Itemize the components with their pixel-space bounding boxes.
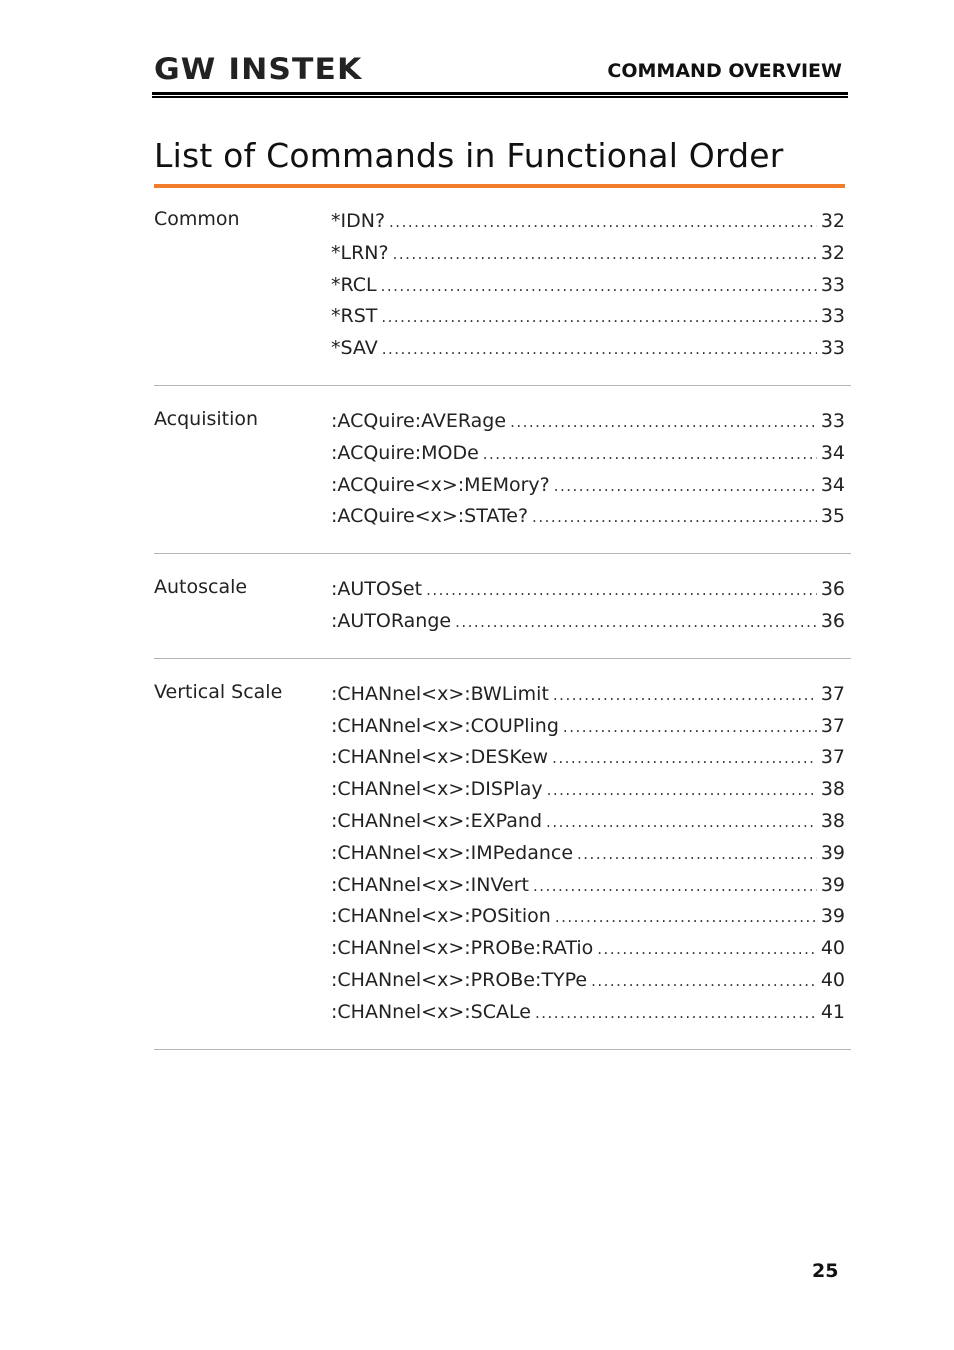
command-page-number: 38 [820, 778, 845, 801]
command-name: :AUTORange [331, 609, 452, 632]
command-page-number: 32 [820, 210, 845, 232]
dot-leader [532, 502, 817, 534]
command-entry[interactable] [331, 206, 845, 238]
section-entries [331, 406, 845, 533]
dot-leader [554, 471, 817, 503]
dot-leader [426, 575, 817, 607]
command-entry[interactable] [331, 870, 845, 902]
dot-leader [553, 680, 817, 712]
command-page-number: 34 [820, 473, 845, 496]
command-page-number: 39 [820, 841, 845, 864]
command-name: :CHANnel<x>:BWLimit [331, 682, 549, 705]
dot-leader [535, 998, 817, 1030]
command-name: :ACQuire:AVERage [331, 409, 507, 432]
command-name: :CHANnel<x>:IMPedance [331, 841, 574, 864]
dot-leader [389, 207, 817, 239]
dot-leader [393, 239, 817, 271]
command-entry[interactable] [331, 679, 845, 711]
command-page-number: 37 [820, 714, 845, 737]
section-label: Acquisition [154, 407, 259, 430]
command-page-number: 36 [820, 609, 845, 632]
command-page-number: 33 [820, 409, 845, 432]
command-page-number: 41 [820, 1000, 845, 1023]
running-header: COMMAND OVERVIEW [607, 60, 842, 82]
command-name: :CHANnel<x>:POSition [331, 905, 551, 928]
command-page-number: 40 [820, 968, 845, 991]
command-entry[interactable] [331, 838, 845, 870]
command-entry[interactable] [331, 574, 845, 606]
dot-leader [546, 807, 817, 839]
command-entry[interactable] [331, 501, 845, 533]
command-page-number: 37 [820, 746, 845, 769]
dot-leader [381, 271, 817, 303]
command-page-number: 33 [820, 273, 845, 296]
page-number: 25 [812, 1260, 839, 1282]
dot-leader [555, 902, 817, 934]
command-name: :CHANnel<x>:PROBe:TYPe [331, 968, 588, 991]
dot-leader [510, 407, 817, 439]
dot-leader [483, 439, 817, 471]
command-name: :CHANnel<x>:COUPling [331, 714, 559, 737]
title-underline [154, 184, 845, 188]
command-page-number: 38 [820, 809, 845, 832]
command-name: :CHANnel<x>:EXPand [331, 809, 543, 832]
page-title: List of Commands in Functional Order [154, 136, 784, 175]
command-entry[interactable] [331, 774, 845, 806]
section-label: Vertical Scale [154, 680, 283, 703]
command-entry[interactable] [331, 470, 845, 502]
section-label: Common [154, 208, 240, 230]
section-label: Autoscale [154, 576, 248, 599]
command-page-number: 39 [820, 905, 845, 928]
command-page-number: 36 [820, 578, 845, 601]
command-entry[interactable] [331, 333, 845, 365]
command-page-number: 35 [820, 505, 845, 528]
command-section [154, 206, 851, 386]
command-name: :CHANnel<x>:DISPlay [331, 778, 543, 801]
command-name: :ACQuire<x>:MEMory? [331, 473, 550, 496]
command-name: *SAV [331, 337, 378, 360]
command-entry[interactable] [331, 238, 845, 270]
section-entries [331, 206, 845, 365]
command-entry[interactable] [331, 997, 845, 1029]
command-page-number: 33 [820, 337, 845, 360]
command-name: :AUTOSet [331, 578, 423, 601]
command-name: :CHANnel<x>:DESKew [331, 746, 549, 769]
command-page-number: 39 [820, 873, 845, 896]
command-name: *RST [331, 305, 378, 328]
command-page-number: 40 [820, 937, 845, 960]
command-entry[interactable] [331, 901, 845, 933]
dot-leader [547, 775, 817, 807]
command-entry[interactable] [331, 270, 845, 302]
command-name: *LRN? [331, 241, 389, 264]
command-entry[interactable] [331, 438, 845, 470]
command-page-number: 34 [820, 441, 845, 464]
command-name: *IDN? [331, 210, 386, 232]
command-entry[interactable] [331, 301, 845, 333]
command-section [154, 574, 851, 659]
dot-leader [382, 334, 817, 366]
command-section [154, 679, 851, 1050]
command-page-number: 33 [820, 305, 845, 328]
section-entries [331, 679, 845, 1029]
command-entry[interactable] [331, 711, 845, 743]
command-page-number: 32 [820, 241, 845, 264]
dot-leader [552, 743, 817, 775]
command-entry[interactable] [331, 806, 845, 838]
dot-leader [381, 302, 816, 334]
command-entry[interactable] [331, 606, 845, 638]
header-divider [152, 92, 848, 95]
command-entry[interactable] [331, 933, 845, 965]
command-name: :ACQuire:MODe [331, 441, 479, 464]
command-name: :CHANnel<x>:SCALe [331, 1000, 531, 1023]
section-entries [331, 574, 845, 638]
dot-leader [597, 934, 817, 966]
command-list [154, 206, 851, 1070]
command-name: :CHANnel<x>:INVert [331, 873, 529, 896]
dot-leader [563, 712, 817, 744]
command-page-number: 37 [820, 682, 845, 705]
command-name: *RCL [331, 273, 377, 296]
command-entry[interactable] [331, 965, 845, 997]
command-name: :ACQuire<x>:STATe? [331, 505, 529, 528]
header-divider-secondary [152, 96, 848, 98]
command-entry[interactable] [331, 742, 845, 774]
command-entry[interactable] [331, 406, 845, 438]
command-section [154, 406, 851, 554]
command-name: :CHANnel<x>:PROBe:RATio [331, 937, 594, 960]
dot-leader [591, 966, 817, 998]
dot-leader [533, 871, 817, 903]
dot-leader [577, 839, 817, 871]
dot-leader [455, 607, 817, 639]
brand-logo: GW INSTEK [154, 52, 363, 86]
